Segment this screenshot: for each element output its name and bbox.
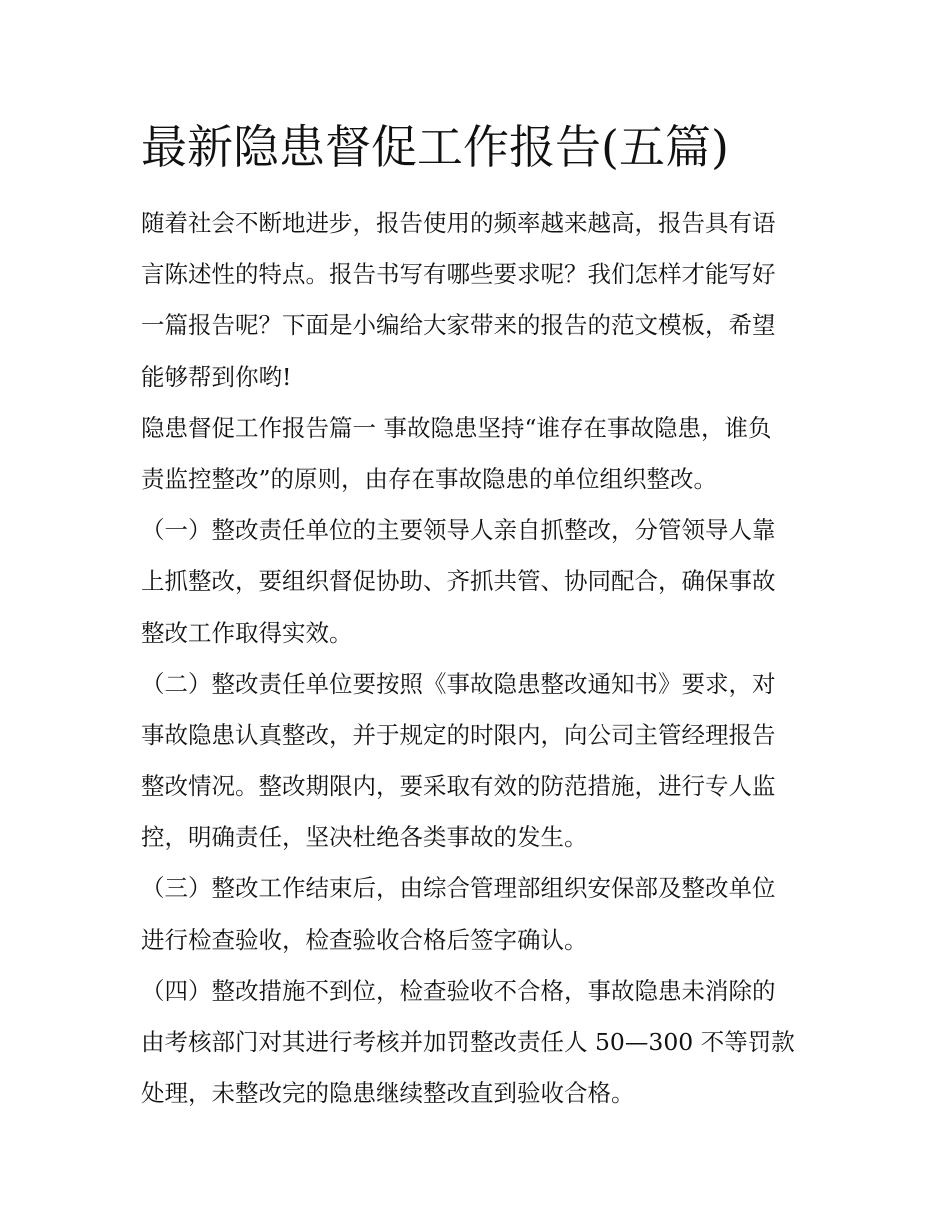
text-line: 整改情况。整改期限内，要采取有效的防范措施，进行专人监 [141, 772, 776, 801]
document-title: 最新隐患督促工作报告(五篇) [141, 120, 729, 174]
text-line: （二）整改责任单位要按照《事故隐患整改通知书》要求，对 [141, 669, 776, 698]
document-body [141, 198, 813, 1119]
text-line: 整改工作取得实效。 [141, 618, 353, 647]
text-line: （三）整改工作结束后，由综合管理部组织安保部及整改单位 [141, 874, 776, 903]
text-line: 能够帮到你哟! [141, 362, 292, 391]
text-line: 事故隐患认真整改，并于规定的时限内，向公司主管经理报告 [141, 720, 776, 749]
text-line: 由考核部门对其进行考核并加罚整改责任人 50—300 不等罚款 [141, 1028, 795, 1056]
text-line: 控，明确责任，坚决杜绝各类事故的发生。 [141, 823, 588, 852]
text-line: （一）整改责任单位的主要领导人亲自抓整改，分管领导人靠 [141, 516, 776, 545]
text-line: 一篇报告呢？下面是小编给大家带来的报告的范文模板，希望 [141, 311, 776, 340]
text-line: 上抓整改，要组织督促协助、齐抓共管、协同配合，确保事故 [141, 567, 776, 596]
text-line: （四）整改措施不到位，检查验收不合格，事故隐患未消除的 [141, 976, 776, 1005]
text-line: 随着社会不断地进步，报告使用的频率越来越高，报告具有语 [141, 209, 776, 237]
text-line: 进行检查验收，检查验收合格后签字确认。 [141, 925, 588, 954]
text-line: 隐患督促工作报告篇一 事故隐患坚持“谁存在事故隐患，谁负 [141, 413, 772, 442]
text-line: 言陈述性的特点。报告书写有哪些要求呢？我们怎样才能写好 [141, 260, 776, 289]
text-line: 责监控整改”的原则，由存在事故隐患的单位组织整改。 [141, 464, 718, 493]
text-line: 处理，未整改完的隐患继续整改直到验收合格。 [141, 1079, 635, 1108]
